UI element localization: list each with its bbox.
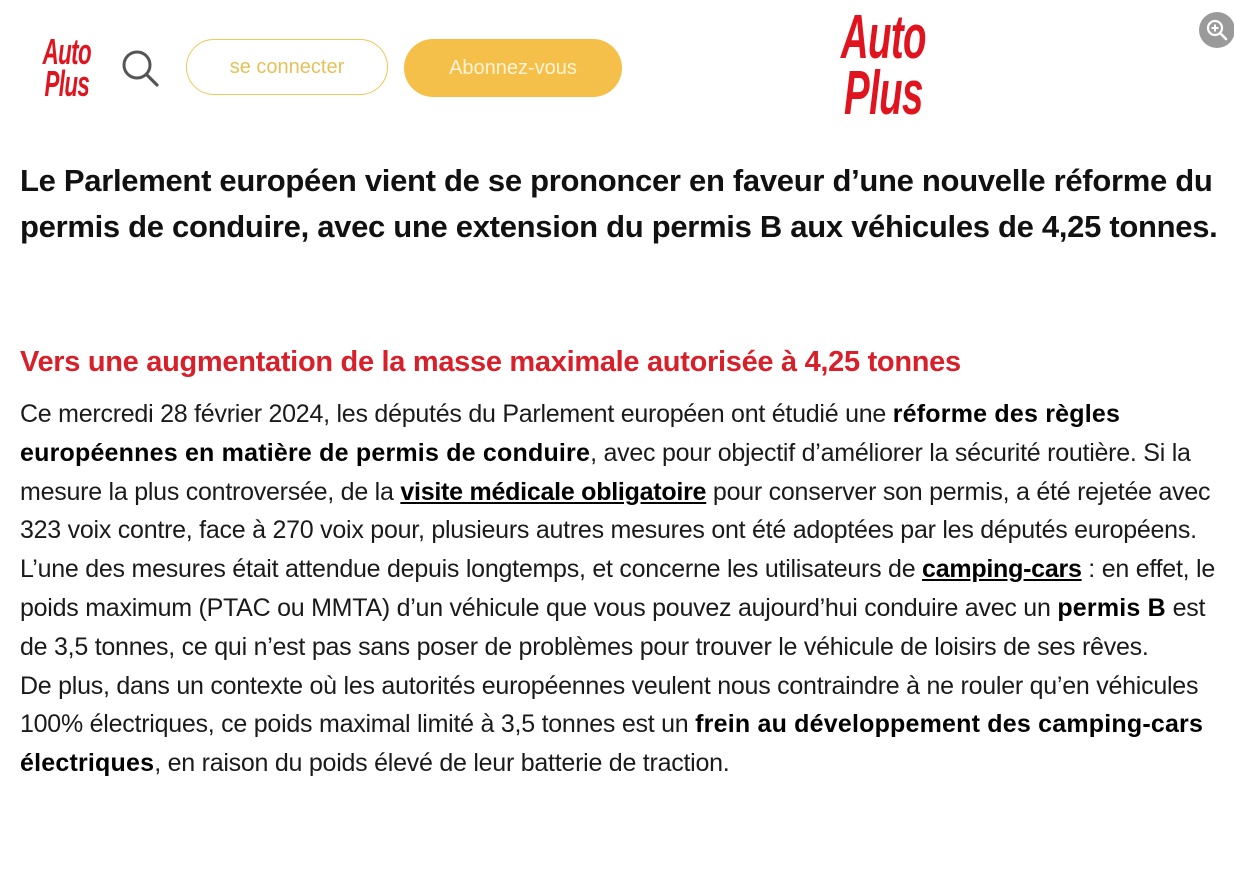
search-icon[interactable] (120, 48, 160, 88)
paragraph-3 (20, 667, 1220, 783)
auto-plus-logo-small[interactable] (42, 31, 92, 105)
auto-plus-logo-large (840, 3, 926, 128)
logo-line-auto: Auto (42, 31, 91, 72)
login-button[interactable] (186, 39, 388, 95)
bold-text: permis B (1057, 593, 1166, 622)
link-visite-medicale[interactable]: visite médicale obligatoire (400, 477, 707, 506)
logo-line-plus: Plus (44, 63, 90, 105)
zoom-in-icon (1205, 18, 1229, 42)
site-header (0, 0, 1234, 140)
bold-text: réforme des règles européennes en matière de permis de conduire (20, 400, 1121, 467)
zoom-in-button[interactable] (1199, 12, 1234, 48)
logo-line-auto: Auto (840, 3, 926, 72)
text: De plus, dans un contexte où les autorités européennes veulent nous contraindre à ne rouler qu’en véhicules 100% électriques, ce poids maximal limité à 3,5 tonnes est un (20, 671, 1199, 739)
bold-text: frein au développement des camping-cars électriques (20, 710, 1204, 778)
paragraph-1 (20, 395, 1220, 550)
text: : en effet, le poids maximum (PTAC ou MMTA) d’un véhicule que vous pouvez aujourd’hui conduire avec un (20, 555, 1215, 622)
logo-line-plus: Plus (844, 58, 923, 128)
paragraph-2 (20, 550, 1220, 666)
text: Ce mercredi 28 février 2024, les députés du Parlement européen ont étudié une (20, 400, 893, 428)
text: est de 3,5 tonnes, ce qui n’est pas sans poser de problèmes pour trouver le véhicule de loisirs de ses rêves. (20, 593, 1206, 661)
article-lead-block (20, 158, 1220, 250)
text: , en raison du poids élevé de leur batterie de traction. (154, 749, 730, 778)
text: , avec pour objectif d’améliorer la sécurité routière. Si la mesure la plus controversée, de la (20, 438, 1191, 506)
subscribe-button-label: Abonnez-vous (449, 56, 577, 79)
subscribe-button[interactable] (404, 39, 622, 97)
text: L’une des mesures était attendue depuis longtemps, et concerne les utilisateurs de (20, 555, 923, 584)
article-lead: Le Parlement européen vient de se prononcer en faveur d’une nouvelle réforme du permis de conduire, avec une extension du permis B aux véhicules de 4,25 tonnes. (20, 163, 1218, 244)
article-body (20, 395, 1220, 783)
login-button-label: se connecter (229, 55, 345, 78)
article-subheading: Vers une augmentation de la masse maximale autorisée à 4,25 tonnes (20, 346, 961, 378)
text: pour conserver son permis, a été rejetée avec 323 voix contre, face à 270 voix pour, plusieurs autres mesures ont été adoptées par les députés européens. (20, 477, 1211, 545)
link-camping-cars[interactable]: camping-cars (922, 555, 1082, 584)
